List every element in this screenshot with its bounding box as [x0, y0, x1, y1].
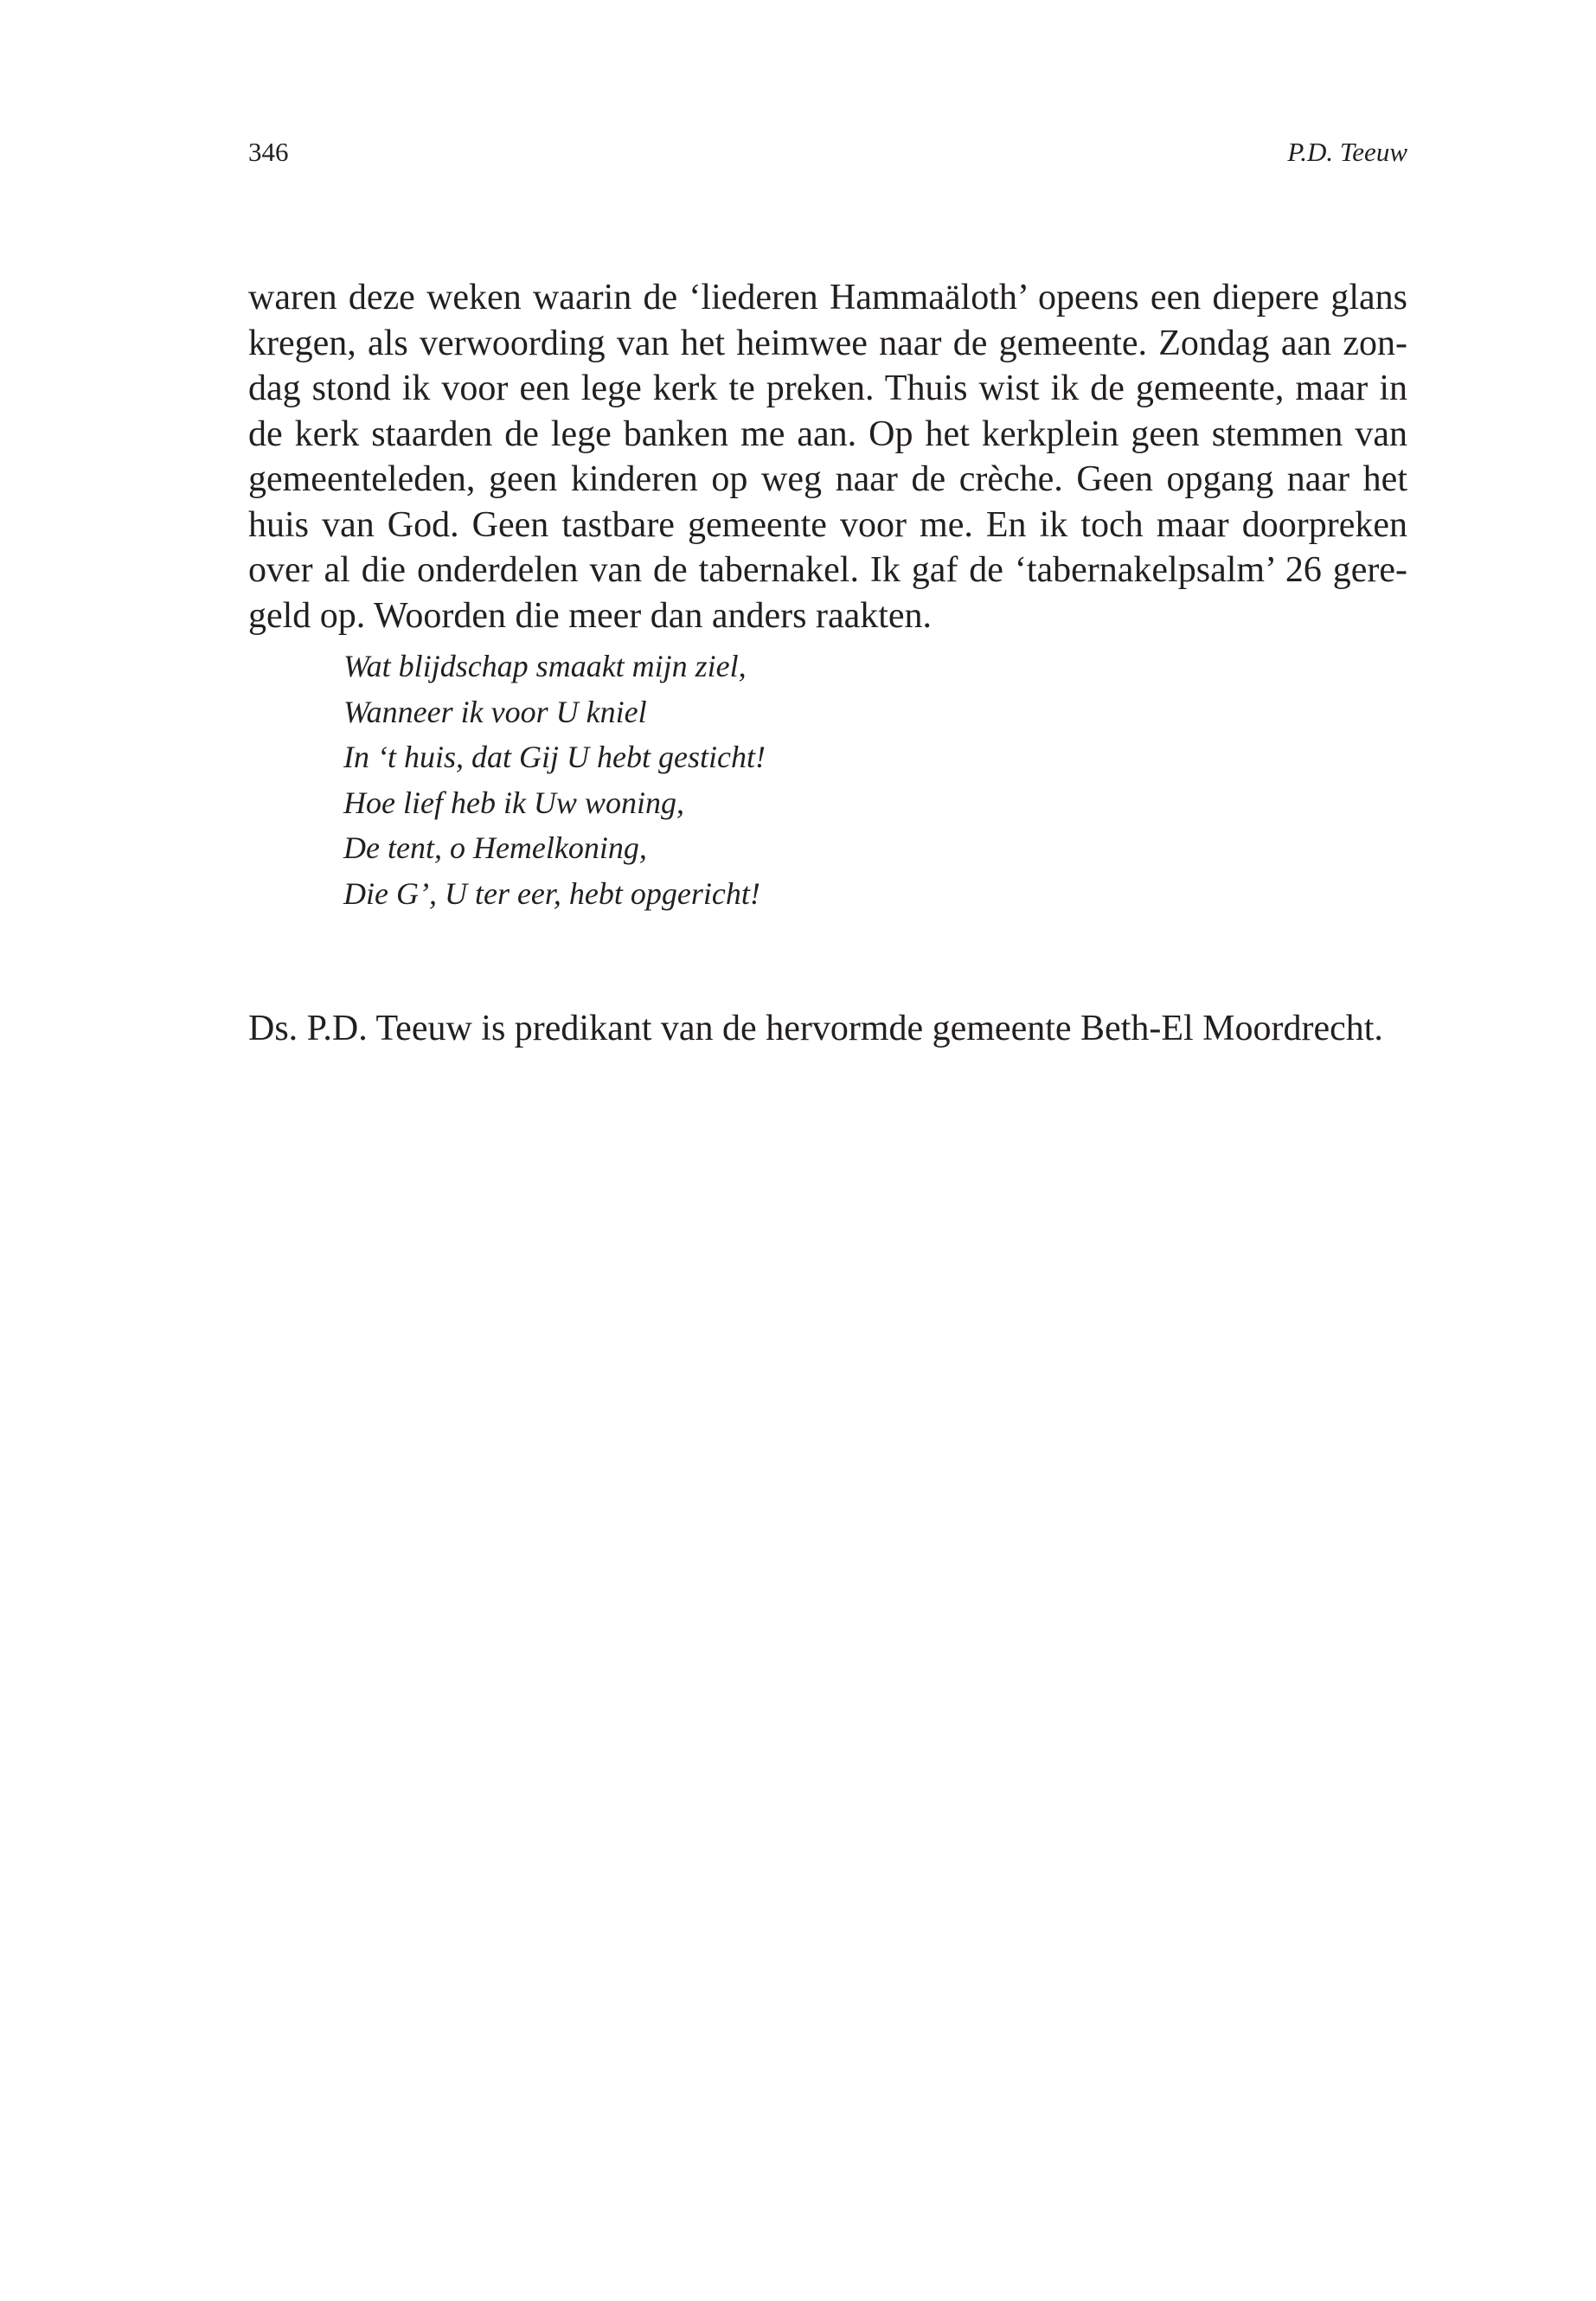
body-paragraph — [248, 275, 1407, 638]
poem-line: De tent, o Hemelkoning, — [343, 830, 647, 865]
page-number: 346 — [248, 137, 289, 167]
paragraph-line: over al die onderdelen van de tabernakel. Ik gaf de ‘tabernakelpsalm’ 26 gere- — [248, 550, 1407, 590]
poem-line: Die G’, U ter eer, hebt opgericht! — [343, 875, 760, 911]
poem-line: In ‘t huis, dat Gij U hebt gesticht! — [343, 740, 766, 774]
paragraph-line: geld op. Woorden die meer dan anders raakten. — [248, 595, 933, 636]
paragraph-line: huis van God. Geen tastbare gemeente voor me. En ik toch maar doorpreken — [248, 504, 1407, 545]
poem-line: Wanneer ik voor U kniel — [343, 694, 647, 729]
author-note: Ds. P.D. Teeuw is predikant van de hervormde gemeente Beth-El Moordrecht. — [248, 1009, 1383, 1048]
paragraph-line: de kerk staarden de lege banken me aan. Op het kerkplein geen stemmen van — [248, 413, 1407, 454]
psalm-quote — [343, 644, 766, 916]
poem-line: Wat blijdschap smaakt mijn ziel, — [343, 649, 747, 683]
paragraph-line: dag stond ik voor een lege kerk te preken. Thuis wist ik de gemeente, maar in — [248, 369, 1407, 408]
paragraph-line: waren deze weken waarin de ‘liederen Hammaäloth’ opeens een diepere glans — [248, 278, 1407, 317]
running-head-author: P.D. Teeuw — [1287, 137, 1407, 167]
poem-line: Hoe lief heb ik Uw woning, — [343, 785, 684, 820]
paragraph-line: gemeenteleden, geen kinderen op weg naar de crèche. Geen opgang naar het — [248, 459, 1407, 499]
page-header — [248, 137, 1407, 180]
paragraph-line: kregen, als verwoording van het heimwee naar de gemeente. Zondag aan zon- — [248, 323, 1407, 363]
